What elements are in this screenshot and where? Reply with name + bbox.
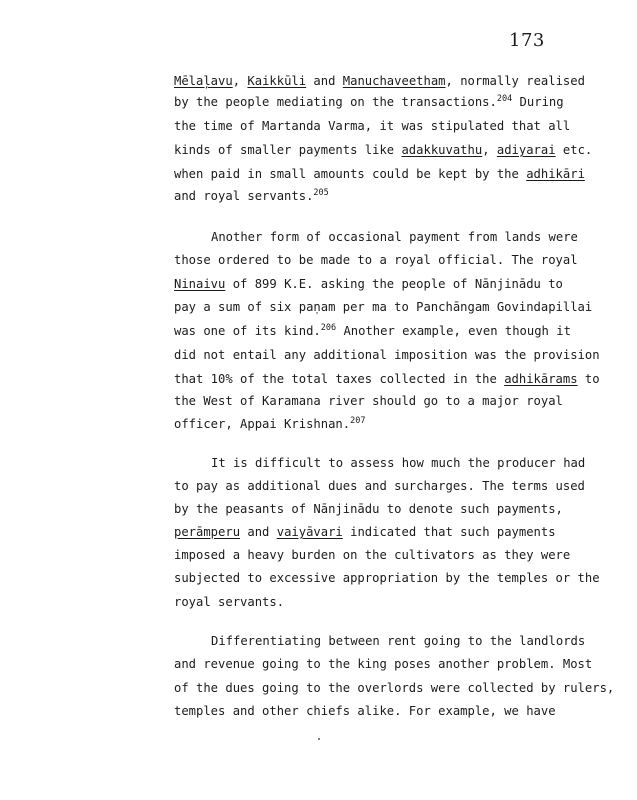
text-run: Another example, even though it xyxy=(336,324,571,338)
text-line xyxy=(174,277,563,291)
underlined-term: adhikārams xyxy=(504,372,578,386)
text-run: did not entail any additional imposition was the provision xyxy=(174,348,600,362)
text-line xyxy=(174,571,600,585)
text-line xyxy=(174,372,600,386)
underlined-term: adiyarai xyxy=(496,143,556,157)
text-run: that 10% of the total taxes collected in the xyxy=(174,372,505,386)
underlined-term: adakkuvathu xyxy=(401,143,483,157)
text-run: by the peasants of Nānjinādu to denote such payments, xyxy=(174,502,563,516)
footnote-ref: 205 xyxy=(313,188,329,198)
text-line xyxy=(174,548,570,562)
text-run: officer, Appai Krishnan. xyxy=(174,417,351,431)
text-line xyxy=(211,230,578,244)
text-line xyxy=(174,119,570,133)
underlined-term: perāmperu xyxy=(174,525,241,539)
text-run: , xyxy=(482,143,497,157)
text-run: the West of Karamana river should go to a major royal xyxy=(174,394,563,408)
text-line xyxy=(174,74,585,88)
text-line xyxy=(174,657,592,671)
text-line xyxy=(211,634,585,648)
text-run: indicated that such payments xyxy=(342,525,556,539)
underlined-term: adhikāri xyxy=(526,167,585,181)
page-number: 173 xyxy=(509,30,545,51)
text-line xyxy=(174,143,592,157)
text-run: by the people mediating on the transactions. xyxy=(174,95,497,109)
text-line xyxy=(174,300,592,314)
text-line xyxy=(174,502,563,516)
text-line xyxy=(174,324,571,338)
text-run: kinds of smaller payments like xyxy=(174,143,402,157)
text-run: and xyxy=(306,74,343,88)
text-run: Differentiating between rent going to the landlords xyxy=(211,634,586,648)
text-run: royal servants. xyxy=(174,595,285,609)
text-line xyxy=(174,704,556,718)
text-run: , normally realised xyxy=(445,74,585,88)
text-line xyxy=(174,95,564,109)
underlined-term: Ninaivu xyxy=(174,277,226,291)
text-run: and xyxy=(240,525,277,539)
text-run: to pay as additional dues and surcharges. The terms used xyxy=(174,479,585,493)
text-run: and royal servants. xyxy=(174,189,314,203)
text-run: pay a sum of six paṇam per ma to Panchāngam Govindapillai xyxy=(174,300,593,314)
text-run: imposed a heavy burden on the cultivators as they were xyxy=(174,548,571,562)
underlined-term: vaiyāvari xyxy=(276,525,343,539)
text-run: It is difficult to assess how much the producer had xyxy=(211,456,586,470)
text-line xyxy=(174,189,329,203)
text-run: subjected to excessive appropriation by the temples or the xyxy=(174,571,600,585)
text-run: the time of Martanda Varma, it was stipulated that all xyxy=(174,119,571,133)
text-run: was one of its kind. xyxy=(174,324,321,338)
text-run: , xyxy=(232,74,248,88)
text-line xyxy=(174,525,556,539)
underlined-term: Mēlaļavu xyxy=(174,74,233,88)
text-line xyxy=(174,417,365,431)
text-line xyxy=(174,394,563,408)
text-run: Another form of occasional payment from lands were xyxy=(211,230,578,244)
text-line xyxy=(174,479,585,493)
text-run: when paid in small amounts could be kept by the xyxy=(174,167,527,181)
scan-speck xyxy=(318,738,320,740)
text-line xyxy=(211,456,585,470)
footnote-ref: 206 xyxy=(320,323,337,333)
text-run: During xyxy=(512,95,564,109)
text-line xyxy=(174,681,614,695)
underlined-term: Kaikkūli xyxy=(247,74,307,88)
underlined-term: Manuchaveetham xyxy=(342,74,446,88)
footnote-ref: 204 xyxy=(496,94,513,104)
text-run: and revenue going to the king poses another problem. Most xyxy=(174,657,593,671)
text-run: of the dues going to the overlords were collected by rulers, xyxy=(174,681,615,695)
text-line xyxy=(174,167,585,181)
text-run: temples and other chiefs alike. For example, we have xyxy=(174,704,556,718)
text-run: etc. xyxy=(555,143,593,157)
text-run: those ordered to be made to a royal official. The royal xyxy=(174,253,578,267)
text-run: of 899 K.E. asking the people of Nānjinādu to xyxy=(225,277,563,291)
text-line xyxy=(174,595,284,609)
text-line xyxy=(174,253,578,267)
footnote-ref: 207 xyxy=(350,416,366,426)
text-line xyxy=(174,348,600,362)
text-run: to xyxy=(577,372,600,386)
